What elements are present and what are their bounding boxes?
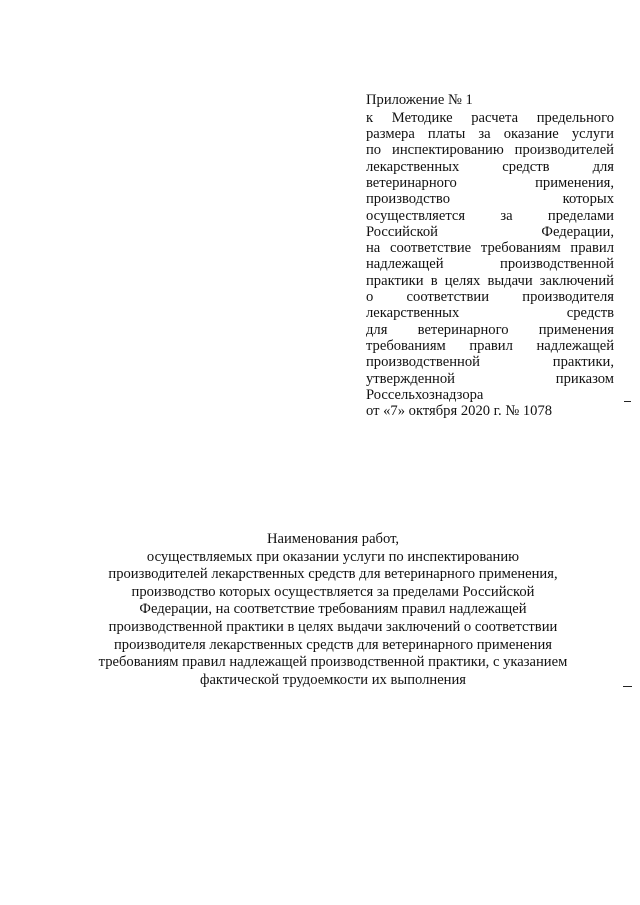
- title-line: Федерации, на соответствие требованиям правил надлежащей: [139, 601, 527, 618]
- appendix-line: осуществляется за пределами: [366, 207, 614, 224]
- title-line: производственной практики в целях выдачи заключений о соответствии: [108, 618, 558, 635]
- appendix-line: о соответствии производителя: [366, 289, 614, 306]
- appendix-line: производство которых: [366, 191, 614, 208]
- appendix-line: по инспектированию производителей: [366, 142, 614, 159]
- appendix-line: лекарственных средств: [366, 305, 614, 322]
- appendix-line: для ветеринарного применения: [366, 321, 614, 338]
- scan-mark: [623, 686, 632, 687]
- title-line: фактической трудоемкости их выполнения: [199, 671, 467, 688]
- appendix-line: Российской Федерации,: [366, 223, 614, 240]
- title-line: производителя лекарственных средств для ветеринарного применения: [114, 636, 552, 653]
- appendix-line: на соответствие требованиям правил: [366, 240, 614, 257]
- appendix-line: производственной практики,: [366, 354, 614, 371]
- appendix-line: к Методике расчета предельного: [366, 109, 614, 126]
- appendix-line: практики в целях выдачи заключений: [366, 272, 614, 289]
- title-line: производителей лекарственных средств для ветеринарного применения,: [108, 566, 558, 583]
- appendix-line: надлежащей производственной: [366, 256, 614, 273]
- appendix-line: размера платы за оказание услуги: [366, 126, 614, 143]
- appendix-header: [366, 92, 614, 419]
- appendix-line: утвержденной приказом: [366, 370, 614, 387]
- appendix-line: лекарственных средств для: [366, 158, 614, 175]
- scan-mark: [624, 401, 631, 402]
- title-line: производство которых осуществляется за пределами Российской: [131, 583, 535, 600]
- document-title: [40, 531, 626, 689]
- appendix-date: от «7» октября 2020 г. № 1078: [366, 403, 553, 420]
- title-line: требованиям правил надлежащей производственной практики, с указанием: [98, 654, 568, 671]
- title-line: осуществляемых при оказании услуги по инспектированию: [146, 548, 520, 565]
- title-line: Наименования работ,: [266, 531, 400, 547]
- appendix-line: ветеринарного применения,: [366, 174, 614, 191]
- appendix-line: требованиям правил надлежащей: [366, 337, 614, 354]
- appendix-line: Россельхознадзора: [366, 386, 484, 403]
- appendix-number: Приложение № 1: [366, 92, 473, 108]
